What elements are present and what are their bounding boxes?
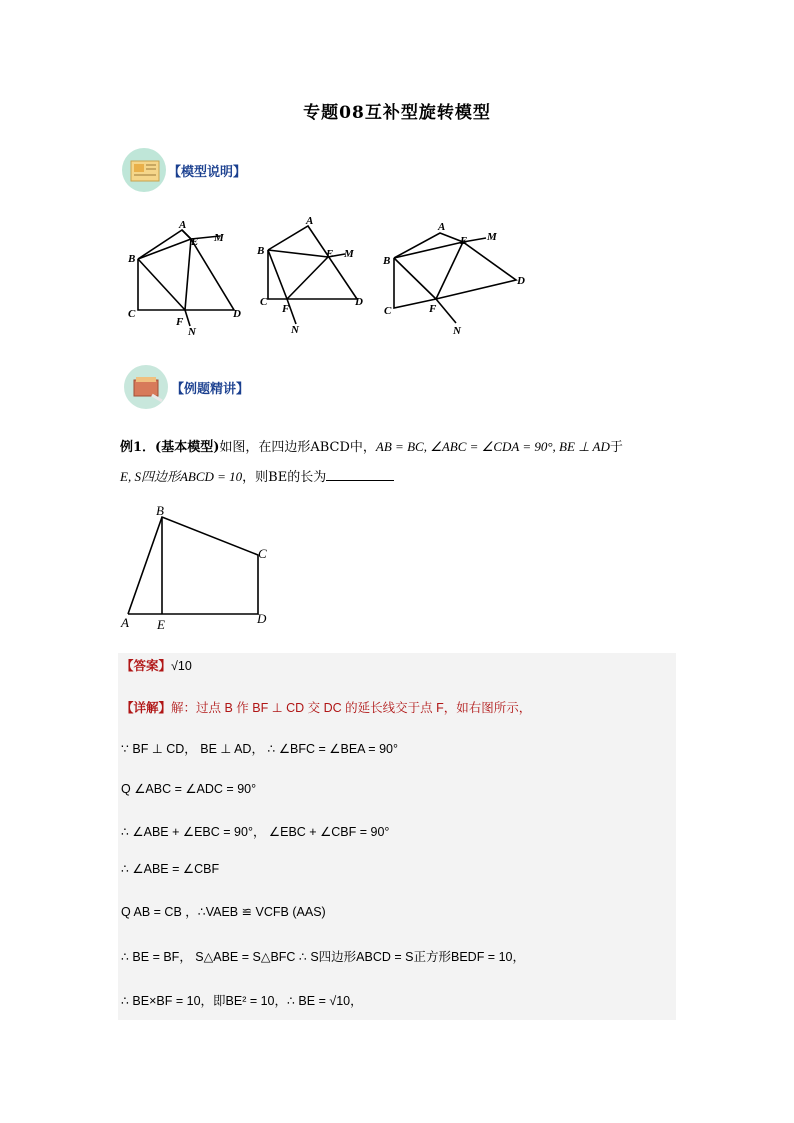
fig4-label-E: E xyxy=(157,617,165,632)
fig3-label-N: N xyxy=(453,325,461,337)
fig3-label-D: D xyxy=(517,275,525,287)
answer-blank xyxy=(326,468,394,481)
fig4-label-C: C xyxy=(258,546,267,561)
example1-line2 xyxy=(120,466,394,485)
example1-end: 于 xyxy=(609,440,623,455)
model-figure-1 xyxy=(138,230,234,326)
solution-step: Q ∠ABC = ∠ADC = 90° xyxy=(121,782,257,796)
fig1-label-F: F xyxy=(176,316,184,328)
fig4-label-B: B xyxy=(156,503,164,518)
solution-step: ∴ BE = BF， S△ABE = S△BFC ∴ S四边形ABCD = S正方形BEDF = 10， xyxy=(121,950,525,964)
detail-line xyxy=(121,698,531,716)
example1-math: AB = BC, ∠ABC = ∠CDA = 90°, BE ⊥ AD xyxy=(375,439,610,454)
book-icon xyxy=(124,365,168,409)
fig2-label-C: C xyxy=(260,296,268,308)
answer-label: 【答案】 xyxy=(121,659,172,673)
fig3-label-A: A xyxy=(438,221,446,233)
fig1-label-C: C xyxy=(128,308,136,320)
examples-section-icon xyxy=(124,365,168,409)
detail-label: 【详解】 xyxy=(121,701,172,715)
fig2-label-F: F xyxy=(282,303,290,315)
fig1-label-M: M xyxy=(214,232,224,244)
page-title: 专题08互补型旋转模型 xyxy=(303,103,491,123)
solution-step: ∴ ∠ABE = ∠CBF xyxy=(121,862,220,876)
answer-value: √10 xyxy=(171,659,192,673)
fig3-label-F: F xyxy=(429,303,437,315)
document-icon xyxy=(122,148,166,192)
fig2-label-B: B xyxy=(257,245,265,257)
model-figures xyxy=(120,212,540,342)
fig2-label-D: D xyxy=(355,296,363,308)
fig1-label-E: E xyxy=(191,236,199,248)
fig2-label-N: N xyxy=(291,324,299,336)
fig3-label-M: M xyxy=(487,231,497,243)
fig3-label-C: C xyxy=(384,305,392,317)
example1-area: E, S四边形ABCD = 10 xyxy=(120,469,243,484)
fig4-label-A: A xyxy=(121,615,129,630)
fig3-label-E: E xyxy=(460,235,468,247)
solution-step: ∴ ∠ABE + ∠EBC = 90°， ∠EBC + ∠CBF = 90° xyxy=(121,825,390,839)
fig2-label-A: A xyxy=(306,215,314,227)
example1-line1 xyxy=(120,436,623,455)
solution-step: ∵ BF ⊥ CD， BE ⊥ AD， ∴ ∠BFC = ∠BEA = 90° xyxy=(121,742,398,756)
fig1-label-N: N xyxy=(188,326,196,338)
solution-step: ∴ BE×BF = 10，即BE² = 10，∴ BE = √10， xyxy=(121,994,363,1008)
solution-step: Q AB = CB ，∴VAEB ≌ VCFB (AAS) xyxy=(121,905,326,919)
model-figure-3 xyxy=(394,233,516,323)
example1-question: ，则BE的长为 xyxy=(242,470,327,485)
example1-text: 如图，在四边形ABCD中， xyxy=(219,440,376,455)
answer-line xyxy=(121,656,192,674)
fig1-label-D: D xyxy=(233,308,241,320)
example1-prefix: 例1．(基本模型) xyxy=(120,440,220,455)
fig2-label-M: M xyxy=(344,248,354,260)
example1-figure xyxy=(115,502,280,632)
model-section-label: 【模型说明】 xyxy=(168,165,247,180)
model-section-icon xyxy=(122,148,166,192)
fig1-label-B: B xyxy=(128,253,136,265)
fig3-label-B: B xyxy=(383,255,391,267)
examples-section-label: 【例题精讲】 xyxy=(171,382,250,397)
fig2-label-E: E xyxy=(326,248,334,260)
detail-text: 解：过点 B 作 BF ⊥ CD 交 DC 的延长线交于点 F，如右图所示， xyxy=(171,701,532,715)
fig4-label-D: D xyxy=(257,611,267,626)
fig1-label-A: A xyxy=(179,219,187,231)
